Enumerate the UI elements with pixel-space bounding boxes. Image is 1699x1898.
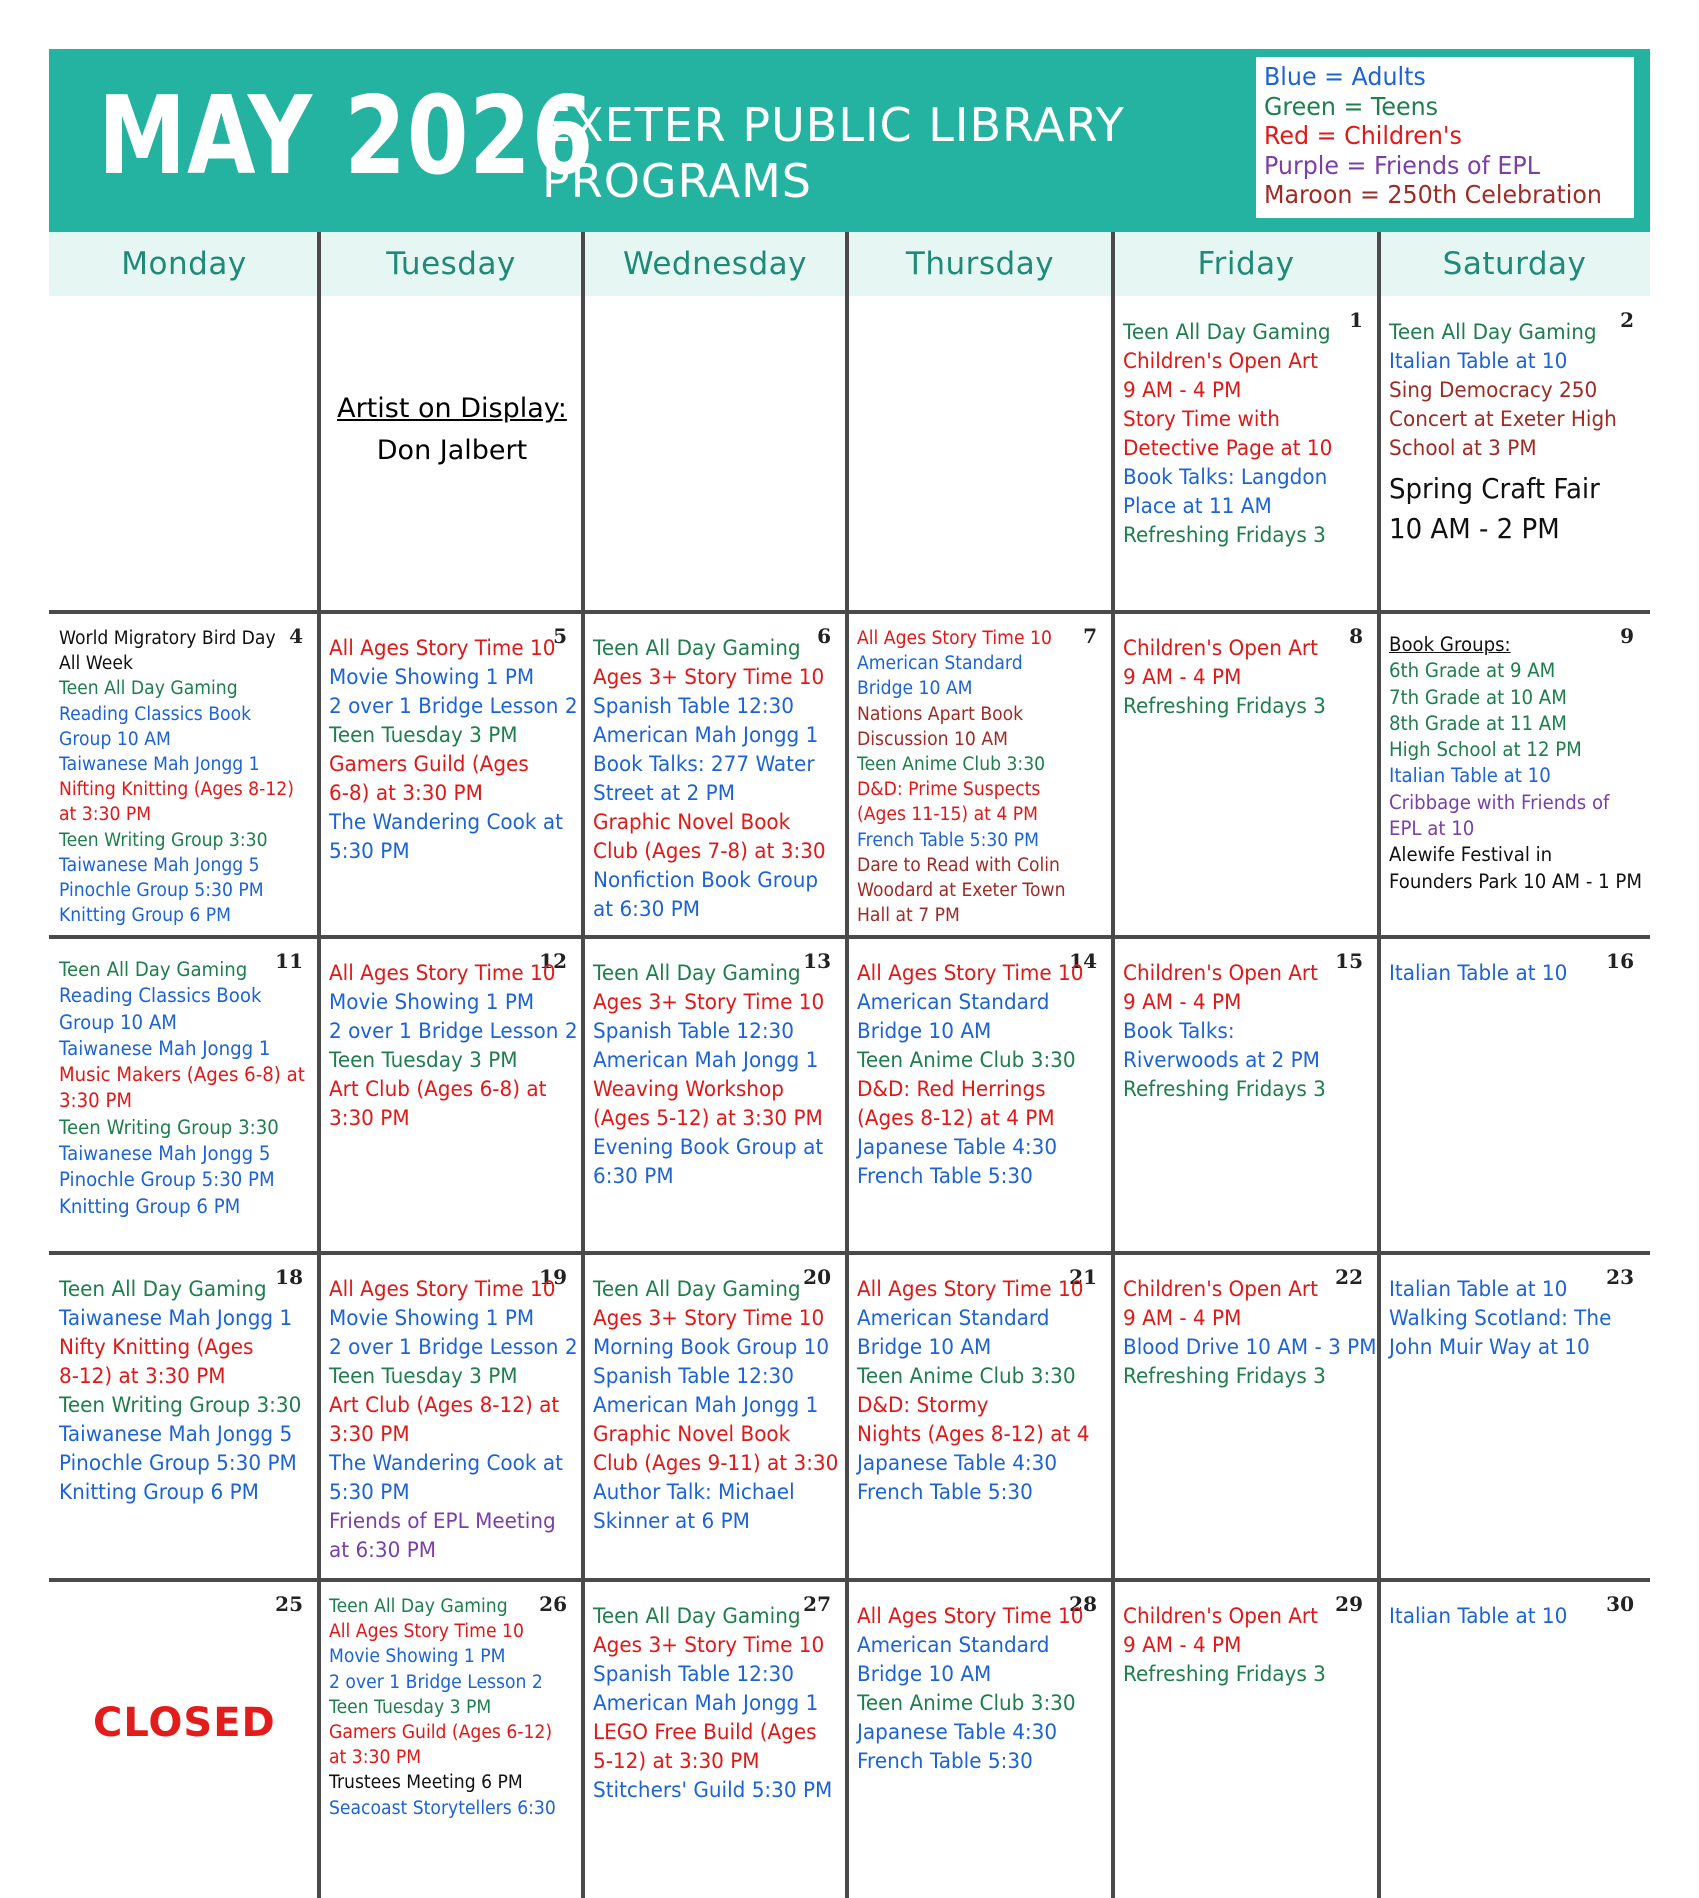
day-cell-events	[593, 1602, 850, 1805]
event-line: Friends of EPL Meeting	[329, 1509, 556, 1534]
event-line: LEGO Free Build (Ages	[593, 1720, 817, 1745]
day-cell-events	[1389, 1275, 1628, 1362]
event-line: Dare to Read with Colin	[857, 854, 1060, 876]
event-line: Spanish Table 12:30	[593, 694, 794, 719]
event-line: at 6:30 PM	[593, 897, 701, 922]
event-line: French Table 5:30 PM	[857, 829, 1039, 851]
date-number: 27	[803, 1592, 831, 1616]
day-header-friday: Friday	[1197, 246, 1295, 282]
event-line: Alewife Festival in	[1389, 843, 1553, 867]
event-line: Children's Open Art	[1123, 1604, 1318, 1629]
event-line: 9 AM - 4 PM	[1123, 378, 1242, 403]
event-line: All Ages Story Time 10	[329, 1277, 556, 1302]
date-number: 19	[539, 1265, 567, 1289]
event-line: 6:30 PM	[593, 1164, 674, 1189]
event-line: American Mah Jongg 1	[593, 723, 819, 748]
event-line: Spanish Table 12:30	[593, 1662, 794, 1687]
date-number: 13	[803, 949, 831, 973]
event-line: Nights (Ages 8-12) at 4	[857, 1422, 1090, 1447]
column-divider	[1377, 232, 1381, 1898]
row-divider	[49, 1578, 1650, 1582]
day-cell-events	[1389, 959, 1581, 988]
day-cell-events	[857, 1275, 1107, 1507]
day-cell-events	[1123, 318, 1348, 550]
event-line: 9 AM - 4 PM	[1123, 1306, 1242, 1331]
date-number: 26	[539, 1592, 567, 1616]
event-line: All Ages Story Time 10	[329, 961, 556, 986]
event-line: Spanish Table 12:30	[593, 1364, 794, 1389]
event-line: Graphic Novel Book	[593, 1422, 791, 1447]
day-cell-events	[1123, 634, 1341, 721]
event-line: Teen Anime Club 3:30	[857, 754, 1046, 776]
event-line: Book Talks: 277 Water	[593, 752, 815, 777]
event-line: (Ages 5-12) at 3:30 PM	[593, 1106, 823, 1131]
event-line: Pinochle Group 5:30 PM	[59, 880, 264, 902]
date-number: 15	[1335, 949, 1363, 973]
event-line: 3:30 PM	[59, 1089, 133, 1113]
special-event-line: 10 AM - 2 PM	[1389, 512, 1560, 545]
event-line: Detective Page at 10	[1123, 436, 1333, 461]
date-number: 9	[1620, 624, 1634, 648]
event-line: Art Club (Ages 8-12) at	[329, 1393, 560, 1418]
event-line: American Standard	[857, 990, 1050, 1015]
event-line: All Ages Story Time 10	[857, 1604, 1084, 1629]
day-header-monday: Monday	[121, 246, 247, 282]
event-line: 3:30 PM	[329, 1422, 410, 1447]
event-line: Author Talk: Michael	[593, 1480, 795, 1505]
event-line: Movie Showing 1 PM	[329, 665, 535, 690]
event-line: Book Talks: Langdon	[1123, 465, 1328, 490]
event-line: Japanese Table 4:30	[857, 1135, 1058, 1160]
event-line: Ages 3+ Story Time 10	[593, 665, 825, 690]
event-line: 8-12) at 3:30 PM	[59, 1364, 226, 1389]
event-line: All Ages Story Time 10	[857, 961, 1084, 986]
event-line: World Migratory Bird Day	[59, 628, 276, 649]
day-cell-events	[593, 959, 842, 1191]
event-line: Group 10 AM	[59, 1010, 177, 1034]
day-cell-events	[329, 959, 596, 1133]
color-legend	[1256, 57, 1634, 218]
event-line: Nifty Knitting (Ages	[59, 1335, 254, 1360]
event-line: French Table 5:30	[857, 1749, 1033, 1774]
day-cell-events	[1389, 632, 1661, 895]
event-line: Bridge 10 AM	[857, 1019, 992, 1044]
event-line: 5-12) at 3:30 PM	[593, 1749, 760, 1774]
date-number: 12	[539, 949, 567, 973]
event-line: Children's Open Art	[1123, 636, 1318, 661]
day-cell-events	[329, 1594, 573, 1821]
day-cell-events	[59, 957, 323, 1220]
event-line: School at 3 PM	[1389, 436, 1537, 461]
event-line: Teen Anime Club 3:30	[857, 1364, 1076, 1389]
event-line: Teen All Day Gaming	[593, 1277, 801, 1302]
date-number: 21	[1069, 1265, 1097, 1289]
date-number: 11	[275, 949, 303, 973]
event-line: Blood Drive 10 AM - 3 PM	[1123, 1335, 1377, 1360]
month-title: MAY 2026	[98, 74, 595, 199]
event-line: Teen All Day Gaming	[593, 1604, 801, 1629]
row-divider	[49, 1251, 1650, 1255]
legend-item-childrens: Red = Children's	[1264, 121, 1462, 150]
artist-on-display-name: Don Jalbert	[376, 435, 528, 466]
event-line: Teen All Day Gaming	[593, 961, 801, 986]
event-line: Founders Park 10 AM - 1 PM	[1389, 869, 1643, 893]
event-line: Refreshing Fridays 3	[1123, 1364, 1326, 1389]
event-line: John Muir Way at 10	[1389, 1335, 1590, 1360]
day-cell-events	[593, 1275, 857, 1536]
date-number: 2	[1620, 308, 1634, 332]
event-line: 9 AM - 4 PM	[1123, 1633, 1242, 1658]
event-line: D&D: Prime Suspects	[857, 779, 1041, 801]
date-number: 16	[1606, 949, 1634, 973]
event-line: Teen All Day Gaming	[59, 958, 248, 981]
event-line: Book Groups:	[1389, 633, 1511, 656]
event-line: Group 10 AM	[59, 728, 171, 750]
event-line: Teen All Day Gaming	[329, 1596, 508, 1617]
event-line: D&D: Stormy	[857, 1393, 989, 1418]
event-line: Teen All Day Gaming	[59, 1277, 267, 1302]
event-line: 6th Grade at 9 AM	[1389, 659, 1556, 683]
column-divider	[1111, 232, 1115, 1898]
event-line: Teen Writing Group 3:30	[59, 1393, 302, 1418]
event-line: 2 over 1 Bridge Lesson 2	[329, 694, 578, 719]
event-line: D&D: Red Herrings	[857, 1077, 1046, 1102]
event-line: Taiwanese Mah Jongg 5	[59, 854, 260, 876]
day-cell-events	[857, 959, 1101, 1191]
event-line: High School at 12 PM	[1389, 738, 1582, 762]
event-line: Graphic Novel Book	[593, 810, 791, 835]
closed-label: CLOSED	[93, 1700, 276, 1746]
event-line: Teen Tuesday 3 PM	[329, 1048, 518, 1073]
day-cell-events	[593, 634, 843, 924]
day-cell-events	[1123, 1602, 1341, 1689]
date-number: 6	[817, 624, 831, 648]
date-number: 8	[1349, 624, 1363, 648]
event-line: Refreshing Fridays 3	[1123, 523, 1326, 548]
event-line: All Ages Story Time 10	[329, 1621, 524, 1643]
event-line: Italian Table at 10	[1389, 1604, 1568, 1629]
event-line: Refreshing Fridays 3	[1123, 1662, 1326, 1687]
event-line: Children's Open Art	[1123, 1277, 1318, 1302]
event-line: The Wandering Cook at	[329, 810, 563, 835]
library-title-line2: PROGRAMS	[542, 154, 813, 208]
event-line: Spanish Table 12:30	[593, 1019, 794, 1044]
event-line: Pinochle Group 5:30 PM	[59, 1451, 297, 1476]
library-title	[542, 97, 1125, 209]
event-line: Evening Book Group at	[593, 1135, 824, 1160]
day-cell-events	[59, 626, 312, 928]
day-cell-events	[1389, 1602, 1581, 1631]
event-line: 7th Grade at 10 AM	[1389, 685, 1567, 709]
event-line: 5:30 PM	[329, 1480, 410, 1505]
legend-item-250th: Maroon = 250th Celebration	[1264, 180, 1602, 209]
event-line: Teen All Day Gaming	[1389, 320, 1597, 345]
day-cell-events	[857, 626, 1081, 928]
event-line: Nations Apart Book	[857, 703, 1024, 725]
day-cell-events	[857, 1602, 1101, 1776]
event-line: Sing Democracy 250	[1389, 378, 1598, 403]
event-line: Walking Scotland: The	[1389, 1306, 1612, 1331]
event-line: Knitting Group 6 PM	[59, 1480, 259, 1505]
event-line: 5:30 PM	[329, 839, 410, 864]
event-line: Taiwanese Mah Jongg 1	[59, 754, 260, 776]
day-header-tuesday: Tuesday	[386, 246, 516, 282]
event-line: American Standard	[857, 1633, 1050, 1658]
date-number: 5	[553, 624, 567, 648]
row-divider	[49, 610, 1650, 614]
event-line: 2 over 1 Bridge Lesson 2	[329, 1671, 543, 1693]
event-line: Japanese Table 4:30	[857, 1451, 1058, 1476]
event-line: Trustees Meeting 6 PM	[329, 1772, 523, 1794]
event-line: Seacoast Storytellers 6:30	[329, 1797, 556, 1819]
event-line: (Ages 11-15) at 4 PM	[857, 804, 1039, 826]
event-line: Teen All Day Gaming	[1123, 320, 1331, 345]
event-line: Teen Tuesday 3 PM	[329, 723, 518, 748]
event-line: Place at 11 AM	[1123, 494, 1272, 519]
row-divider	[49, 935, 1650, 939]
event-line: Ages 3+ Story Time 10	[593, 1306, 825, 1331]
event-line: Skinner at 6 PM	[593, 1509, 750, 1534]
event-line: Book Talks:	[1123, 1019, 1235, 1044]
event-line: Music Makers (Ages 6-8) at	[59, 1063, 305, 1087]
date-number: 29	[1335, 1592, 1363, 1616]
event-line: Italian Table at 10	[1389, 764, 1551, 788]
event-line: (Ages 8-12) at 4 PM	[857, 1106, 1055, 1131]
day-cell-events	[1123, 1275, 1396, 1391]
event-line: French Table 5:30	[857, 1164, 1033, 1189]
event-line: Taiwanese Mah Jongg 5	[59, 1142, 271, 1166]
event-line: Street at 2 PM	[593, 781, 735, 806]
event-line: Weaving Workshop	[593, 1077, 784, 1102]
event-line: All Ages Story Time 10	[857, 1277, 1084, 1302]
event-line: Taiwanese Mah Jongg 5	[59, 1422, 293, 1447]
event-line: Teen Anime Club 3:30	[857, 1691, 1076, 1716]
event-line: Reading Classics Book	[59, 984, 262, 1008]
event-line: Teen All Day Gaming	[593, 636, 801, 661]
day-cell-events	[329, 1275, 596, 1565]
day-header-wednesday: Wednesday	[623, 246, 807, 282]
event-line: Club (Ages 7-8) at 3:30	[593, 839, 826, 864]
event-line: Refreshing Fridays 3	[1123, 694, 1326, 719]
date-number: 23	[1606, 1265, 1634, 1289]
date-number: 14	[1069, 949, 1097, 973]
event-line: French Table 5:30	[857, 1480, 1033, 1505]
event-line: All Week	[59, 653, 133, 675]
event-line: American Mah Jongg 1	[593, 1691, 819, 1716]
event-line: Italian Table at 10	[1389, 349, 1568, 374]
event-line: Knitting Group 6 PM	[59, 905, 232, 927]
date-number: 25	[275, 1592, 303, 1616]
event-line: Gamers Guild (Ages 6-12)	[329, 1722, 553, 1744]
event-line: 3:30 PM	[329, 1106, 410, 1131]
event-line: Japanese Table 4:30	[857, 1720, 1058, 1745]
event-line: Riverwoods at 2 PM	[1123, 1048, 1320, 1073]
event-line: at 3:30 PM	[329, 1747, 422, 1769]
event-line: American Standard	[857, 1306, 1050, 1331]
event-line: Ages 3+ Story Time 10	[593, 990, 825, 1015]
event-line: All Ages Story Time 10	[857, 628, 1052, 649]
date-number: 1	[1349, 308, 1363, 332]
event-line: 9 AM - 4 PM	[1123, 990, 1242, 1015]
event-line: 2 over 1 Bridge Lesson 2	[329, 1335, 578, 1360]
event-line: Discussion 10 AM	[857, 728, 1008, 750]
event-line: at 6:30 PM	[329, 1538, 437, 1563]
event-line: 9 AM - 4 PM	[1123, 665, 1242, 690]
date-number: 4	[289, 624, 303, 648]
calendar-header	[49, 49, 1650, 232]
special-event-line: Spring Craft Fair	[1389, 472, 1600, 505]
event-line: Club (Ages 9-11) at 3:30	[593, 1451, 839, 1476]
event-line: Teen All Day Gaming	[59, 678, 238, 700]
event-line: Cribbage with Friends of	[1389, 790, 1610, 814]
event-line: Movie Showing 1 PM	[329, 1646, 506, 1668]
event-line: Reading Classics Book	[59, 703, 252, 725]
date-number: 20	[803, 1265, 831, 1289]
event-line: All Ages Story Time 10	[329, 636, 556, 661]
event-line: Teen Writing Group 3:30	[59, 829, 268, 851]
event-line: 6-8) at 3:30 PM	[329, 781, 483, 806]
event-line: EPL at 10	[1389, 817, 1475, 841]
event-line: 2 over 1 Bridge Lesson 2	[329, 1019, 578, 1044]
event-line: Nonfiction Book Group	[593, 868, 819, 893]
date-number: 7	[1083, 624, 1097, 648]
date-number: 18	[275, 1265, 303, 1289]
legend-item-teens: Green = Teens	[1264, 91, 1439, 121]
event-line: Morning Book Group 10	[593, 1335, 830, 1360]
event-line: Teen Tuesday 3 PM	[329, 1364, 518, 1389]
event-line: Art Club (Ages 6-8) at	[329, 1077, 547, 1102]
event-line: Bridge 10 AM	[857, 1662, 992, 1687]
event-line: Knitting Group 6 PM	[59, 1194, 241, 1218]
day-cell-events	[59, 1275, 320, 1507]
event-line: Movie Showing 1 PM	[329, 990, 535, 1015]
event-line: at 3:30 PM	[59, 804, 152, 826]
event-line: Children's Open Art	[1123, 349, 1318, 374]
day-header-saturday: Saturday	[1442, 246, 1587, 282]
library-title-line1: EXETER PUBLIC LIBRARY	[542, 98, 1125, 152]
event-line: Woodard at Exeter Town	[857, 880, 1066, 902]
event-line: Bridge 10 AM	[857, 678, 973, 700]
event-line: Ages 3+ Story Time 10	[593, 1633, 825, 1658]
event-line: Nifting Knitting (Ages 8-12)	[59, 779, 294, 801]
event-line: Children's Open Art	[1123, 961, 1318, 986]
event-line: Taiwanese Mah Jongg 1	[59, 1306, 293, 1331]
event-line: Movie Showing 1 PM	[329, 1306, 535, 1331]
legend-item-adults: Blue = Adults	[1264, 62, 1426, 91]
event-line: Gamers Guild (Ages	[329, 752, 529, 777]
event-line: Concert at Exeter High	[1389, 407, 1617, 432]
event-line: 8th Grade at 11 AM	[1389, 711, 1567, 735]
event-line: Teen Tuesday 3 PM	[329, 1696, 492, 1718]
artist-on-display	[322, 388, 582, 472]
day-cell-events	[329, 634, 596, 866]
event-line: Stitchers' Guild 5:30 PM	[593, 1778, 833, 1803]
event-line: Story Time with	[1123, 407, 1280, 432]
event-line: American Standard	[857, 653, 1023, 675]
date-number: 22	[1335, 1265, 1363, 1289]
date-number: 28	[1069, 1592, 1097, 1616]
event-line: The Wandering Cook at	[329, 1451, 563, 1476]
day-cell-events	[1123, 959, 1341, 1104]
event-line: Teen Writing Group 3:30	[59, 1115, 279, 1139]
artist-on-display-label: Artist on Display:	[337, 393, 567, 424]
day-header-thursday: Thursday	[905, 246, 1055, 282]
day-cell-events	[1389, 318, 1634, 549]
event-line: Italian Table at 10	[1389, 1277, 1568, 1302]
event-line: American Mah Jongg 1	[593, 1393, 819, 1418]
legend-item-friends: Purple = Friends of EPL	[1264, 150, 1540, 180]
event-line: Taiwanese Mah Jongg 1	[59, 1036, 271, 1060]
event-line: American Mah Jongg 1	[593, 1048, 819, 1073]
event-line: Bridge 10 AM	[857, 1335, 992, 1360]
event-line: Refreshing Fridays 3	[1123, 1077, 1326, 1102]
date-number: 30	[1606, 1592, 1634, 1616]
event-line: Hall at 7 PM	[857, 905, 960, 927]
event-line: Teen Anime Club 3:30	[857, 1048, 1076, 1073]
event-line: Pinochle Group 5:30 PM	[59, 1168, 275, 1192]
event-line: Italian Table at 10	[1389, 961, 1568, 986]
